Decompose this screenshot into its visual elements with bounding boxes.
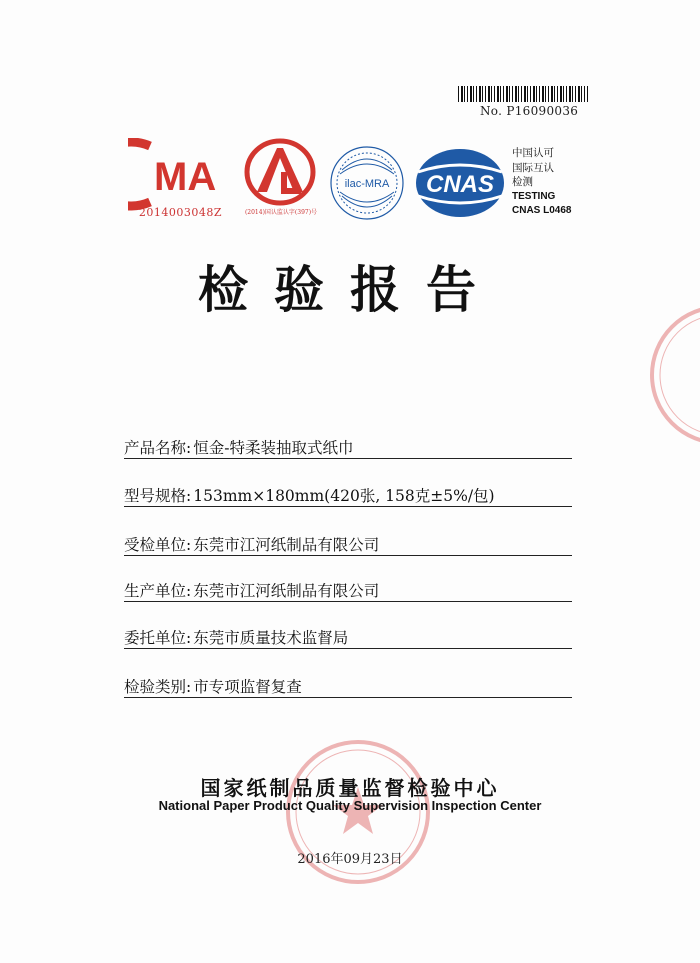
cnas-line: TESTING <box>512 190 556 202</box>
cnas-logo <box>414 146 506 220</box>
cma-code: 2014003048Z <box>138 206 223 219</box>
field-label: 产品名称: <box>124 439 192 457</box>
field-label: 生产单位: <box>124 582 192 600</box>
field-value: 东莞市质量技术监督局 <box>193 629 349 647</box>
field-label: 型号规格: <box>124 487 192 505</box>
cma-label: MA <box>154 155 217 199</box>
seal-partial <box>640 300 700 450</box>
cal-logo <box>243 138 317 208</box>
ilac-label: ilac-MRA <box>344 178 390 190</box>
field-label: 委托单位: <box>124 629 192 647</box>
report-title: 检验报告 <box>198 260 502 319</box>
cnas-text <box>512 146 571 219</box>
ilac-mra-logo <box>328 144 406 222</box>
center-name-cn: 国家纸制品质量监督检验中心 <box>200 776 500 800</box>
field-product-name <box>124 436 572 459</box>
field-manufacturer <box>124 579 572 602</box>
field-label: 检验类别: <box>124 678 192 696</box>
field-value: 153mm×180mm(420张, 158克±5%/包) <box>193 487 495 505</box>
issue-date: 2016年09月23日 <box>297 852 403 867</box>
field-model-spec <box>124 484 572 507</box>
field-inspection-type <box>124 675 572 698</box>
barcode <box>458 86 588 102</box>
field-value: 市专项监督复查 <box>193 678 302 696</box>
field-value: 东莞市江河纸制品有限公司 <box>193 582 380 600</box>
center-name-en: National Paper Product Quality Supervision Inspection Center <box>158 798 542 813</box>
field-value: 东莞市江河纸制品有限公司 <box>193 536 380 554</box>
cal-code: (2014)国认监认字(397)号 <box>244 209 318 216</box>
field-client <box>124 626 572 649</box>
cnas-line: 检测 <box>512 176 533 188</box>
cnas-line: 中国认可 <box>512 147 554 159</box>
cnas-label: CNAS <box>425 171 495 198</box>
report-number: No. P16090036 <box>480 104 579 118</box>
cnas-line: CNAS L0468 <box>512 205 572 216</box>
field-inspected-unit <box>124 533 572 556</box>
field-value: 恒金-特柔装抽取式纸巾 <box>193 439 354 457</box>
field-label: 受检单位: <box>124 536 192 554</box>
cnas-line: 国际互认 <box>512 161 554 174</box>
